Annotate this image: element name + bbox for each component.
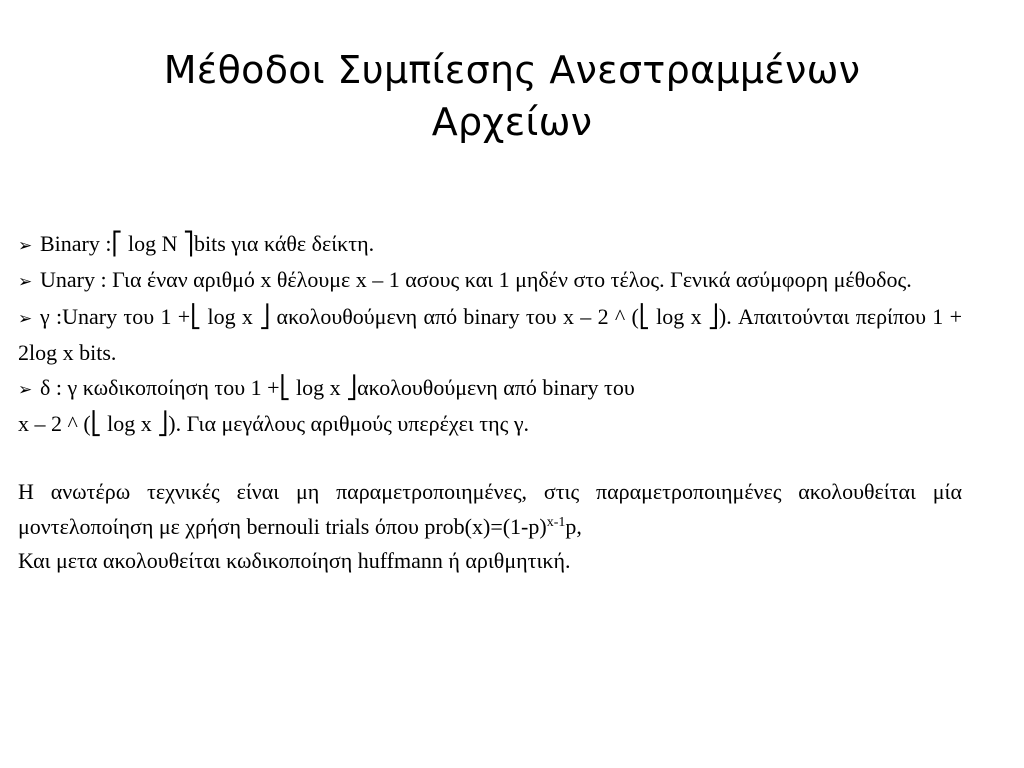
bullet-item-gamma — [18, 300, 962, 371]
slide-body — [18, 227, 962, 579]
paragraph-last-line: Και μετα ακολουθείται κωδικοποίηση huffmann ή αριθμητική. — [18, 548, 571, 574]
bullet-text: Unary : Για έναν αριθμό x θέλουμε x – 1 ασους και 1 μηδέν στο τέλος. Γενικά ασύμφορη μέθοδος. — [40, 267, 912, 293]
arrow-bullet-icon: ➢ — [18, 379, 33, 400]
bullet-item-delta — [18, 371, 962, 442]
paragraph-text: Η ανωτέρω τεχνικές είναι μη παραμετροποιημένες, στις παραμετροποιημένες ακολουθείται μία μοντελοποίηση με χρήση bernouli trials όπου prob(x)=(1-p) — [18, 479, 962, 539]
arrow-bullet-icon: ➢ — [18, 308, 33, 329]
slide-title — [60, 44, 964, 148]
bullet-item-binary — [18, 227, 962, 263]
arrow-bullet-icon: ➢ — [18, 272, 33, 293]
title-line-1: Μέθοδοι Συμπίεσης Ανεστραμμένων — [163, 48, 861, 92]
paragraph-text-end: p, — [565, 513, 582, 539]
parameterized-paragraph — [18, 475, 962, 544]
exponent: x-1 — [546, 514, 566, 530]
bullet-item-unary — [18, 263, 962, 299]
bullet-text: γ :Unary του 1 +⎣ log x ⎦ ακολουθούμενη από binary του x – 2 ^ (⎣ log x ⎦). Απαιτούνται περίπου 1 + 2log x bits. — [18, 303, 962, 366]
spacer — [18, 441, 962, 475]
bullet-text-line-1: δ : γ κωδικοποίηση του 1 +⎣ log x ⎦ακολουθούμενη από binary του — [40, 374, 635, 400]
arrow-bullet-icon: ➢ — [18, 236, 33, 256]
bullet-text-line-2: x – 2 ^ (⎣ log x ⎦). Για μεγάλους αριθμούς υπερέχει της γ. — [18, 411, 530, 437]
title-line-2: Αρχείων — [431, 100, 593, 144]
bullet-text: Binary :⎡ log N ⎤bits για κάθε δείκτη. — [40, 231, 375, 256]
